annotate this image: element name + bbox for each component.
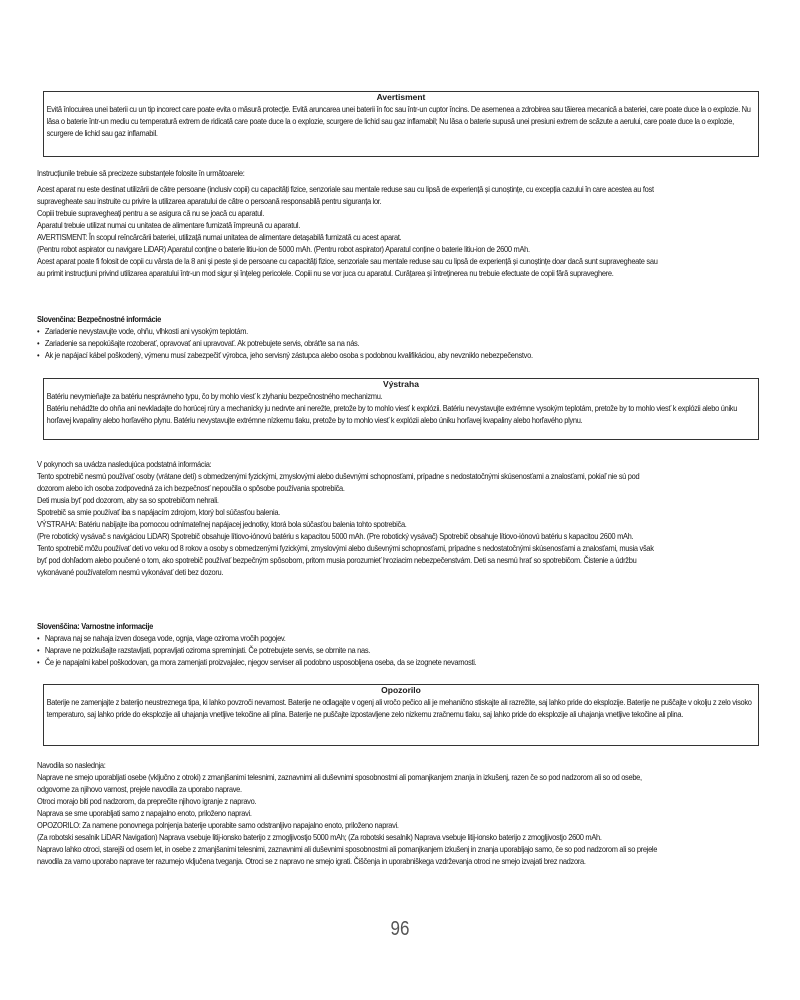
sk-instructions (37, 458, 663, 606)
ro-warning-box (43, 91, 759, 157)
sl-intro: Navodila so naslednja: (37, 760, 106, 770)
sl-bullet: • Naprava naj se nahaja izven dosega vode, ognja, vlage oziroma vročih pogojev. (37, 632, 663, 644)
sl-paragraph: Napravo lahko otroci, starejši od osem let, in osebe z zmanjšanimi telesnimi, zaznavnimi ali duševnimi sposobnostmi ali pomanjkanjem izkušenj in znanja uporabljajo samo, če so pod nadzorom ali so prejele navodila za varno uporabo naprave ter razumejo vključena tveganja. Otroci se z napravo ne smejo igrati. Čiščenja in uporabniškega vzdrževanja otroci ne smejo izvajati brez nadzora. (37, 844, 658, 866)
ro-paragraph: (Pentru robot aspirator cu navigare LiDAR) Aparatul conține o baterie litiu-ion de 5000 mAh. (Pentru robot aspirator) Aparatul conține o baterie litiu-ion de 2600 mAh. (37, 244, 530, 254)
sl-bullet: • Če je napajalni kabel poškodovan, ga mora zamenjati proizvajalec, njegov serviser ali podobno usposobljena oseba, da se izognete nevarnosti. (37, 656, 663, 668)
sk-warning-box (43, 378, 759, 440)
sl-warning-title: Opozorilo (381, 685, 421, 695)
sk-bullet-list (37, 325, 663, 361)
ro-intro: Instrucțiunile trebuie sǎ precizeze substanțele folosite în urmǎtoarele: (37, 168, 245, 178)
sl-paragraph: Naprave ne smejo uporabljati osebe (vključno z otroki) z zmanjšanimi telesnimi, zaznavnimi ali duševnimi sposobnostmi ali pomanjkanjem znanja in izkušenj, razen če so pod nadzorom ali so od osebe, odgovorne za njihovo varnost, prejele navodila za uporabo naprave. (37, 772, 642, 794)
page-number: 96 (390, 918, 410, 940)
sk-safety-info (37, 313, 663, 373)
sk-warning-line: Batériu nehádžte do ohňa ani nevkladajte do horúcej rúry a mechanicky ju nedrvte ani nerežte, pretože by to mohlo viesť k explózii. Batériu nevystavujte extrémne vysokým teplotám, pretože by to mohlo viesť k explózii alebo úniku horľavej kvapaliny alebo horľavého plynu. Batériu nevystavujte extrémne nízkemu tlaku, pretože by to mohlo viesť k explózii alebo úniku horľavej kvapaliny alebo horľavého plynu. (46, 403, 738, 425)
ro-warning-text: Evitǎ înlocuirea unei baterii cu un tip incorect care poate evita o mǎsurǎ protecție. Evitǎ aruncarea unei baterii în foc sau într-un cuptor încins. De asemenea a zdrobirea sau tăierea mecanicǎ a bateriei, care poate duce la o explozie. Nu lǎsa o baterie într-un mediu cu temperaturǎ extrem de ridicatǎ care poate duce la o explozie, scurgere de lichid sau gaz inflamabil; Nu lǎsa o baterie supusǎ unei presiuni extrem de scǎzute a aerului, care poate duce la o explozie, scurgere de lichid sau gaz inflamabil. (46, 104, 751, 138)
sk-intro: V pokynoch sa uvádza nasledujúca podstatná informácia: (37, 459, 212, 469)
ro-warning-title: Avertisment (376, 92, 426, 102)
ro-paragraph: Acest aparat poate fi folosit de copii cu vârsta de la 8 ani și peste și de persoane cu capacitǎți fizice, senzoriale sau mentale reduse sau cu lipsǎ de experiențǎ și cunoștințe doar dacǎ sunt supravegheate sau au primit instrucțiuni privind utilizarea aparatului într-un mod sigur și înțeleg pericolele. Copiii nu se vor juca cu aparatul. Curǎțarea și întreținerea nu trebuie efectuate de copii fǎrǎ supraveghere. (37, 256, 658, 278)
sk-warning-title: Výstraha (383, 379, 419, 389)
sl-warning-text: Baterije ne zamenjajte z baterijo neustreznega tipa, ki lahko povzroči nevarnost. Baterije ne odlagajte v ogenj ali vročo pečico ali je mehanično stiskajte ali razrežite, saj lahko pride do eksplozije. Baterije ne puščajte v okolju z zelo visoko temperaturo, saj lahko pride do eksplozije ali uhajanja vnetljive tekočine ali plina. Baterije ne puščajte izpostavljene zelo nizkemu zračnemu tlaku, saj lahko pride do eksplozije ali uhajanja vnetljive tekočine ali plina. (46, 697, 752, 719)
sk-bullet: • Ak je napájací kábel poškodený, výmenu musí zabezpečiť výrobca, jeho servisný zástupca alebo osoba s podobnou kvalifikáciou, aby nevzniklo nebezpečenstvo. (37, 349, 663, 361)
sk-paragraph: Tento spotrebič môžu používať deti vo veku od 8 rokov a osoby s obmedzenými fyzickými, zmyslovými alebo duševnými schopnosťami, prípadne s nedostatočnými skúsenosťami a znalosťami, musia však byť pod dohľadom alebo poučené o tom, ako spotrebič používať bezpečným spôsobom, pritom musia porozumieť hroziacim nebezpečenstvám. Deti sa nesmú hrať so spotrebičom. Čistenie a údržbu vykonávané používateľom nesmú vykonávať deti bez dozoru. (37, 543, 654, 577)
sk-paragraph: (Pre robotický vysávač s navigáciou LiDAR) Spotrebič obsahuje lítiovo-iónovú batériu s kapacitou 5000 mAh. (Pre robotický vysávač) Spotrebič obsahuje lítiovo-iónovú batériu s kapacitou 2600 mAh. (37, 531, 634, 541)
sl-paragraph: (Za robotski sesalnik LiDAR Navigation) Naprava vsebuje litij-ionsko baterijo z zmogljivostjo 5000 mAh; (Za robotski sesalnik) Naprava vsebuje litij-ionsko baterijo z zmogljivostjo 2600 mAh. (37, 832, 602, 842)
sk-bullet: • Zariadenie sa nepokúšajte rozoberať, opravovať ani upravovať. Ak potrebujete servis, obráťte sa na nás. (37, 337, 663, 349)
sl-paragraph: OPOZORILO: Za namene ponovnega polnjenja baterije uporabite samo odstranljivo napajalno enoto, priloženo napravi. (37, 820, 399, 830)
sl-instructions (37, 759, 663, 867)
sl-bullet-list (37, 632, 663, 668)
sl-bullet: • Naprave ne poizkušajte razstavljati, popravljati oziroma spreminjati. Če potrebujete servis, se obrnite na nas. (37, 644, 663, 656)
sl-safety-info (37, 620, 663, 680)
sl-paragraph: Naprava se sme uporabljati samo z napajalno enoto, priloženo napravi. (37, 808, 252, 818)
sk-paragraph: VÝSTRAHA: Batériu nabíjajte iba pomocou odnímateľnej napájacej jednotky, ktorá bola súčasťou balenia tohto spotrebiča. (37, 519, 407, 529)
sk-paragraph: Tento spotrebič nesmú používať osoby (vrátane detí) s obmedzenými fyzickými, zmyslovými alebo duševnými schopnosťami, prípadne s nedostatočnými skúsenosťami a znalosťami, pokiaľ nie sú pod dozorom alebo ich osoba zodpovedná za ich bezpečnosť nepoučila o spôsobe používania spotrebiča. (37, 471, 640, 493)
sk-heading: Slovenčina: Bezpečnostné informácie (37, 314, 161, 324)
sk-bullet: • Zariadenie nevystavujte vode, ohňu, vlhkosti ani vysokým teplotám. (37, 325, 663, 337)
sl-heading: Slovenščina: Varnostne informacije (37, 621, 153, 631)
sk-paragraph: Deti musia byť pod dozorom, aby sa so spotrebičom nehrali. (37, 495, 219, 505)
sk-warning-line: Batériu nevymieňajte za batériu nesprávneho typu, čo by mohlo viesť k zlyhaniu bezpečnostného mechanizmu. (46, 391, 383, 401)
ro-paragraph: Aparatul trebuie utilizat numai cu unitatea de alimentare furnizatǎ împreunǎ cu aparatul. (37, 220, 300, 230)
ro-paragraph: AVERTISMENT: În scopul reîncǎrcǎrii bateriei, utilizațǎ numai unitatea de alimentare detașabilǎ furnizatǎ cu acest aparat. (37, 232, 402, 242)
sl-warning-box (43, 684, 759, 746)
sk-paragraph: Spotrebič sa smie používať iba s napájacím zdrojom, ktorý bol súčasťou balenia. (37, 507, 280, 517)
ro-paragraph: Acest aparat nu este destinat utilizǎrii de cǎtre persoane (inclusiv copii) cu capacitǎți fizice, senzoriale sau mentale reduse sau cu lipsǎ de experiențǎ și cunoștințe, cu excepția cazului în care acestea au fost supravegheate sau instruite cu privire la utilizarea aparatului de cǎtre o persoanǎ responsabilǎ pentru siguranța lor. (37, 184, 654, 206)
sl-paragraph: Otroci morajo biti pod nadzorom, da preprečite njihovo igranje z napravo. (37, 796, 257, 806)
ro-paragraph: Copiii trebuie supravegheați pentru a se asigura cǎ nu se joacǎ cu aparatul. (37, 208, 265, 218)
ro-instructions (37, 167, 663, 299)
